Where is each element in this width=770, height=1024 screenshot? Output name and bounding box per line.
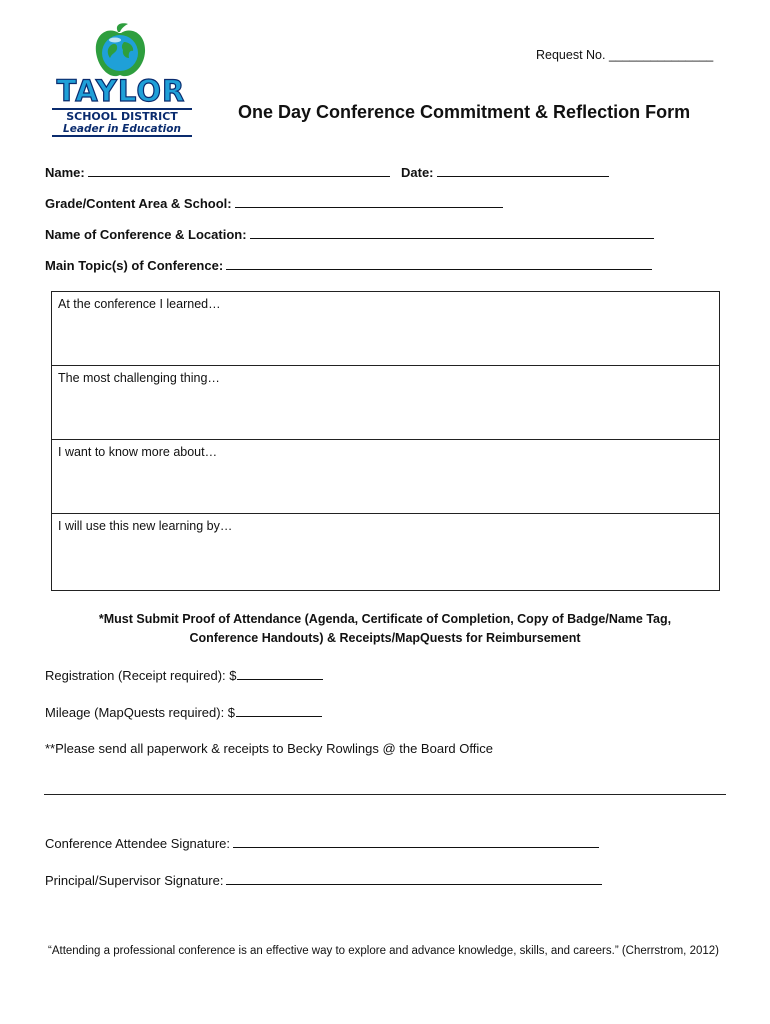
- registration-field[interactable]: [45, 667, 323, 683]
- date-line[interactable]: [437, 164, 609, 177]
- grade-school-label: Grade/Content Area & School:: [45, 196, 232, 211]
- reflection-prompt: The most challenging thing…: [58, 371, 220, 385]
- attendee-signature-line[interactable]: [233, 835, 599, 848]
- main-topics-field[interactable]: [45, 257, 652, 273]
- date-field[interactable]: [401, 164, 609, 180]
- mileage-label: Mileage (MapQuests required): $: [45, 705, 236, 720]
- name-line[interactable]: [88, 164, 390, 177]
- main-topics-label: Main Topic(s) of Conference:: [45, 258, 224, 273]
- mileage-line[interactable]: [236, 704, 322, 717]
- reflection-box: [51, 291, 720, 591]
- footer-quote: “Attending a professional conference is an effective way to explore and advance knowledge, skills, and careers.” (Cherrstrom, 2012): [48, 945, 719, 957]
- reflection-prompt: At the conference I learned…: [58, 297, 221, 311]
- logo-tagline: Leader in Education: [52, 123, 192, 137]
- name-label: Name:: [45, 165, 85, 180]
- reflection-learned[interactable]: [52, 292, 719, 366]
- reflection-use-learning[interactable]: [52, 514, 719, 588]
- mileage-field[interactable]: [45, 704, 322, 720]
- name-field[interactable]: [45, 164, 390, 180]
- form-title: One Day Conference Commitment & Reflection Form: [238, 102, 691, 122]
- paperwork-note: **Please send all paperwork & receipts to Becky Rowlings @ the Board Office: [45, 741, 493, 756]
- main-topics-line[interactable]: [226, 257, 652, 270]
- request-number: Request No. _______________: [536, 48, 714, 62]
- reflection-prompt: I will use this new learning by…: [58, 519, 233, 533]
- reflection-prompt: I want to know more about…: [58, 445, 218, 459]
- registration-line[interactable]: [237, 667, 323, 680]
- logo-subtitle: SCHOOL DISTRICT: [52, 108, 192, 123]
- reflection-challenging[interactable]: [52, 366, 719, 440]
- logo-brand: TAYLOR: [56, 74, 186, 108]
- apple-globe-icon: [88, 20, 152, 80]
- date-label: Date:: [401, 165, 434, 180]
- divider: [44, 794, 726, 795]
- principal-signature-line[interactable]: [226, 872, 602, 885]
- notice-line-2: Conference Handouts) & Receipts/MapQuests for Reimbursement: [189, 631, 581, 645]
- principal-signature-field[interactable]: [45, 872, 602, 888]
- principal-signature-label: Principal/Supervisor Signature:: [45, 873, 224, 888]
- grade-school-line[interactable]: [235, 195, 503, 208]
- attendance-notice: [40, 610, 730, 648]
- conference-location-line[interactable]: [250, 226, 654, 239]
- district-logo: [46, 20, 196, 135]
- registration-label: Registration (Receipt required): $: [45, 668, 237, 683]
- conference-location-label: Name of Conference & Location:: [45, 227, 247, 242]
- notice-line-1: *Must Submit Proof of Attendance (Agenda, Certificate of Completion, Copy of Badge/Name Tag,: [98, 612, 672, 626]
- attendee-signature-label: Conference Attendee Signature:: [45, 836, 231, 851]
- grade-school-field[interactable]: [45, 195, 503, 211]
- attendee-signature-field[interactable]: [45, 835, 599, 851]
- conference-location-field[interactable]: [45, 226, 654, 242]
- reflection-know-more[interactable]: [52, 440, 719, 514]
